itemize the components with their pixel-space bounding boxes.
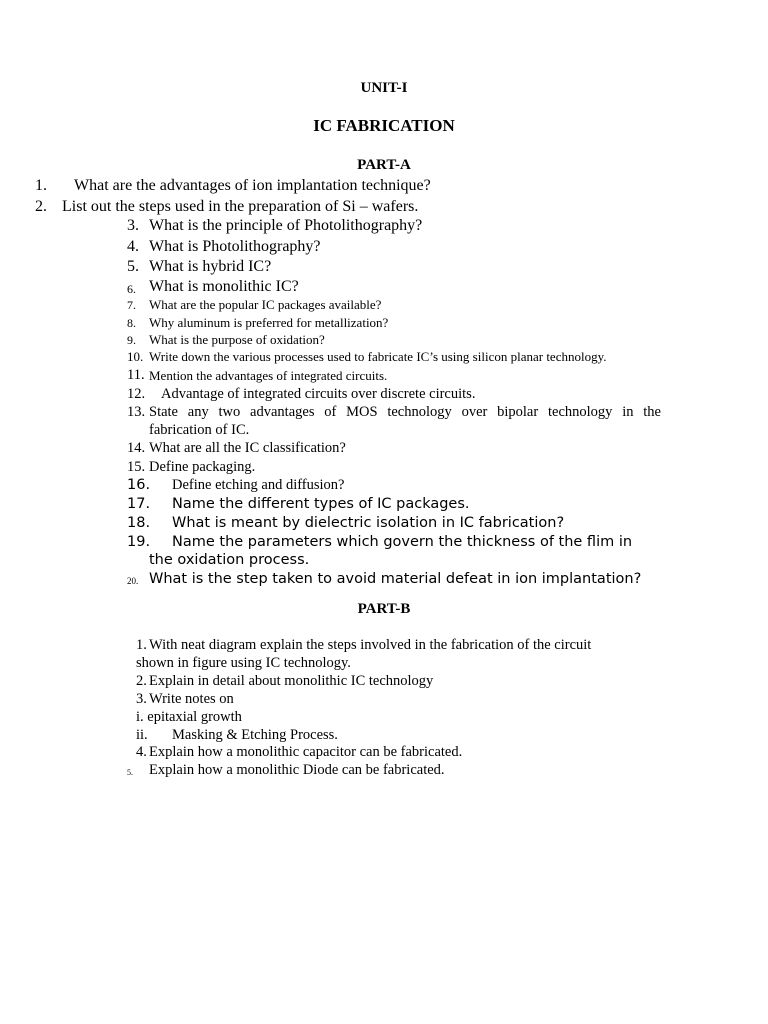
question-9-number: 9.	[127, 333, 136, 347]
question-12-number: 12.	[127, 386, 146, 402]
question-3-text: What is the principle of Photolithography?	[149, 217, 423, 234]
question-4-text: What is Photolithography?	[149, 238, 321, 255]
part-b-question-3-sub-i: i. epitaxial growth	[136, 709, 242, 725]
question-13-number: 13.	[127, 404, 146, 420]
question-7-text: What are the popular IC packages available?	[149, 297, 382, 312]
part-b-question-2-number: 2.	[136, 673, 147, 689]
part-b-question-3-sub-ii-text: Masking & Etching Process.	[172, 727, 338, 743]
part-b-question-3-sub-ii-number: ii.	[136, 727, 148, 743]
part-b-question-1-text-line2: shown in figure using IC technology.	[136, 655, 351, 671]
part-b-question-3-text: Write notes on	[149, 691, 234, 707]
question-17-number: 17.	[127, 496, 151, 512]
question-16-number: 16.	[127, 477, 151, 493]
part-b-question-2-text: Explain in detail about monolithic IC technology	[149, 673, 434, 689]
question-13-text-line1: State any two advantages of MOS technology over bipolar technology in the	[149, 404, 661, 420]
question-3-number: 3.	[127, 217, 139, 234]
question-18-number: 18.	[127, 515, 151, 531]
part-b-question-4-text: Explain how a monolithic capacitor can be fabricated.	[149, 744, 463, 760]
part-b-heading: PART-B	[357, 601, 411, 617]
part-b-question-3-number: 3.	[136, 691, 147, 707]
question-10-text: Write down the various processes used to fabricate IC’s using silicon planar technology.	[149, 349, 607, 364]
part-a-heading: PART-A	[357, 157, 411, 173]
question-6-number: 6.	[127, 282, 136, 296]
question-6-text: What is monolithic IC?	[149, 278, 299, 295]
question-10-number: 10.	[127, 349, 144, 364]
part-b-question-1-number: 1.	[136, 637, 147, 653]
question-9-text: What is the purpose of oxidation?	[149, 332, 325, 347]
question-14-number: 14.	[127, 440, 146, 456]
question-18-text: What is meant by dielectric isolation in IC fabrication?	[172, 515, 565, 531]
question-14-text: What are all the IC classification?	[149, 440, 346, 456]
question-13-text-line2: fabrication of IC.	[149, 422, 250, 438]
question-5-text: What is hybrid IC?	[149, 258, 272, 275]
part-b-question-5-text: Explain how a monolithic Diode can be fabricated.	[149, 762, 445, 778]
question-2-text: List out the steps used in the preparation of Si – wafers.	[62, 198, 419, 215]
part-b-question-1-text-line1: With neat diagram explain the steps involved in the fabrication of the circuit	[149, 637, 592, 653]
question-1-number: 1.	[35, 177, 47, 194]
question-5-number: 5.	[127, 258, 139, 275]
question-19-text-line2: the oxidation process.	[149, 552, 310, 568]
part-b-question-5-number: 5.	[127, 768, 133, 777]
question-17-text: Name the different types of IC packages.	[172, 496, 470, 512]
document-title: IC FABRICATION	[313, 116, 455, 135]
question-11-text: Mention the advantages of integrated circuits.	[149, 368, 388, 383]
question-1-text: What are the advantages of ion implantation technique?	[74, 177, 431, 194]
unit-heading: UNIT-I	[360, 80, 408, 96]
question-2-number: 2.	[35, 198, 47, 215]
question-8-number: 8.	[127, 316, 136, 330]
question-8-text: Why aluminum is preferred for metallization?	[149, 315, 389, 330]
question-4-number: 4.	[127, 238, 139, 255]
question-12-text: Advantage of integrated circuits over discrete circuits.	[161, 386, 476, 402]
question-20-number: 20.	[127, 576, 139, 586]
question-20-text: What is the step taken to avoid material defeat in ion implantation?	[149, 571, 642, 587]
question-15-text: Define packaging.	[149, 459, 256, 475]
question-7-number: 7.	[127, 298, 136, 312]
question-11-number: 11.	[127, 367, 145, 383]
part-b-question-4-number: 4.	[136, 744, 147, 760]
question-19-text-line1: Name the parameters which govern the thickness of the flim in	[172, 534, 633, 550]
question-15-number: 15.	[127, 459, 146, 475]
question-19-number: 19.	[127, 534, 151, 550]
question-16-text: Define etching and diffusion?	[172, 477, 345, 493]
